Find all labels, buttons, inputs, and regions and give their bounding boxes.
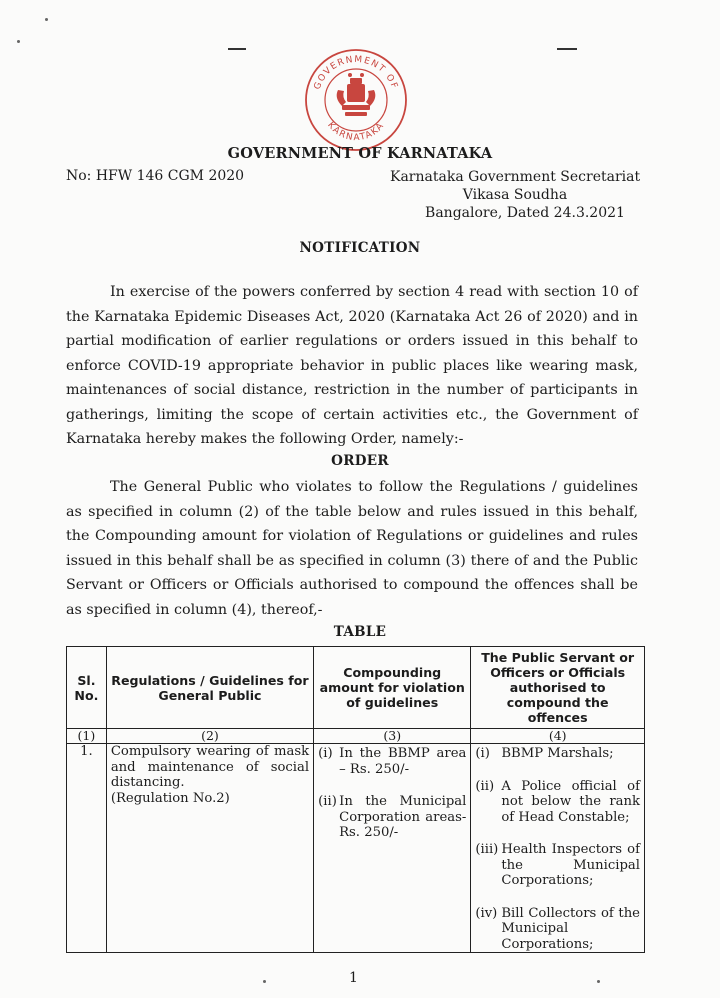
- item-label: (iii): [475, 842, 499, 857]
- office-address: [390, 168, 640, 222]
- address-line: Vikasa Soudha: [462, 187, 568, 203]
- scan-speck: [17, 40, 20, 43]
- row-serial: 1.: [67, 744, 107, 953]
- item-label: (ii): [475, 778, 495, 794]
- column-number-row: [67, 729, 645, 744]
- row-regulation: [106, 744, 313, 953]
- official-item: [475, 779, 640, 826]
- item-text: BBMP Marshals;: [501, 746, 614, 761]
- item-text: In the BBMP area – Rs. 250/-: [339, 746, 467, 777]
- table-heading: TABLE: [333, 624, 387, 640]
- scan-speck: [263, 980, 266, 983]
- regulation-text: Compulsory wearing of mask and maintenance of social distancing.: [110, 744, 310, 790]
- table-row: [67, 744, 645, 953]
- notification-body: In exercise of the powers conferred by section 4 read with section 10 of the Karnataka Epidemic Diseases Act, 2020 (Karnataka Act 26 of 2020) and in partial modification of earlier regulations or orders issued in this behalf to enforce COVID-19 appropriate behavior in public places like wearing mask, maintenances of social distance, restriction in the number of participants in gatherings, limiting the scope of certain activities etc., the Government of Karnataka hereby makes the following Order, namely:-: [66, 284, 638, 447]
- scan-speck: [45, 18, 48, 21]
- item-label: (i): [318, 746, 333, 761]
- col-number: (1): [67, 729, 107, 744]
- col-number: (3): [314, 729, 471, 744]
- col-number: (2): [106, 729, 313, 744]
- item-label: (iv): [475, 905, 498, 921]
- official-item: [475, 842, 640, 889]
- order-heading: ORDER: [331, 453, 389, 469]
- page-number: 1: [349, 970, 358, 986]
- regulation-ref: (Regulation No.2): [110, 790, 230, 806]
- mark-dash-left: [228, 48, 246, 50]
- col-header-officials: The Public Servant or Officers or Officials authorised to compound the offences: [471, 647, 645, 729]
- government-seal: [298, 42, 414, 158]
- item-text: In the Municipal Corporation areas- Rs. 250/-: [339, 794, 467, 840]
- table-header-row: [67, 647, 645, 729]
- svg-text:KARNATAKA: KARNATAKA: [325, 120, 387, 144]
- reference-number: No: HFW 146 CGM 2020: [66, 168, 245, 184]
- col-header-amount: Compounding amount for violation of guidelines: [314, 647, 471, 729]
- col-header-regulations: Regulations / Guidelines for General Public: [106, 647, 313, 729]
- item-text: Health Inspectors of the Municipal Corporations;: [501, 842, 640, 888]
- row-amounts: [314, 744, 471, 953]
- amount-item: [318, 746, 466, 777]
- compounding-table: [66, 646, 645, 953]
- item-text: Bill Collectors of the Municipal Corporations;: [501, 905, 640, 952]
- svg-text:GOVERNMENT OF: GOVERNMENT OF: [312, 54, 400, 92]
- item-label: (ii): [318, 794, 337, 809]
- scan-speck: [597, 980, 600, 983]
- address-dated: Bangalore, Dated 24.3.2021: [425, 205, 625, 221]
- amount-item: [318, 794, 466, 841]
- address-line: Karnataka Government Secretariat: [390, 169, 641, 185]
- item-label: (i): [475, 746, 490, 761]
- item-text: A Police official of not below the rank of Head Constable;: [501, 778, 640, 825]
- notification-heading: NOTIFICATION: [299, 240, 421, 256]
- official-item: [475, 906, 640, 953]
- row-officials: [471, 744, 645, 953]
- mark-dash-right: [557, 48, 577, 50]
- document-title: GOVERNMENT OF KARNATAKA: [227, 145, 493, 162]
- order-body: The General Public who violates to follow the Regulations / guidelines as specified in column (2) of the table below and rules issued in this behalf, the Compounding amount for violation of Regulations or guidelines and rules issued in this behalf shall be as specified in column (3) there of and the Public Servant or Officers or Officials authorised to compound the offences shall be as specified in column (4), thereof,-: [66, 479, 638, 618]
- col-number: (4): [471, 729, 645, 744]
- official-item: [475, 746, 640, 762]
- col-header-sl: Sl. No.: [67, 647, 107, 729]
